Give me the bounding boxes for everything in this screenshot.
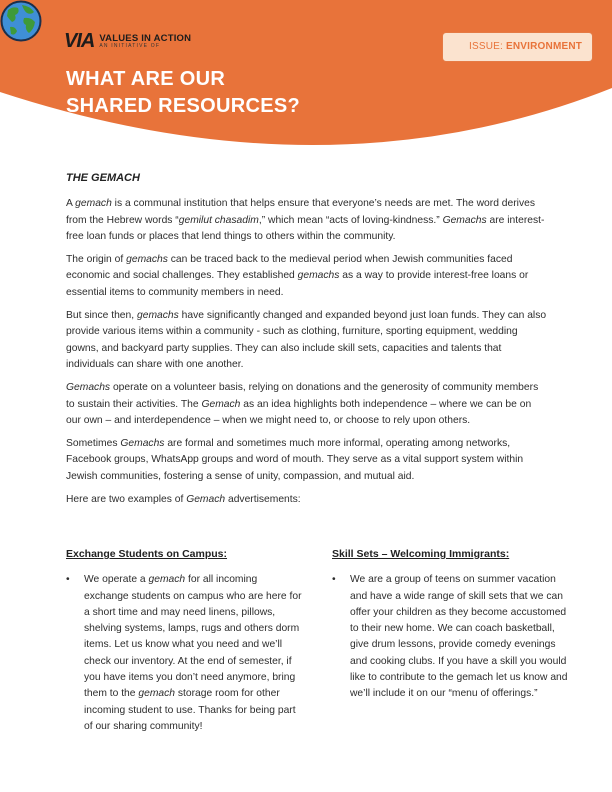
issue-label: ISSUE: bbox=[469, 41, 503, 52]
list-item-text: We operate a gemach for all incoming exchange students on campus who are here for a short time and may need linens, pillows, shelving systems, lamps, rugs and others dorm items. Let us know what you need and we’ll check our inventory. At the end of semester, if you have items you don’t need anymore, bring them to the gemach storage room for other incoming student to use. Thanks for being part of our sharing community! bbox=[84, 574, 302, 732]
paragraph: Gemachs operate on a volunteer basis, relying on donations and the generosity of community members to sustain their activities. The Gemach as an idea highlights both independence – where we can be on our own – and interdependence – when we might need to, or choose to rely upon others. bbox=[66, 382, 539, 426]
paragraph: But since then, gemachs have significantly changed and expanded beyond just loan funds. They can also provide various items within a community - such as clothing, furniture, sporting equipment, wedding gowns, and backyard party supplies. They can also include skill sets, capacities and talents that individuals can share with one another. bbox=[66, 310, 547, 370]
paragraph: Here are two examples of Gemach advertisements: bbox=[66, 494, 301, 506]
via-logo bbox=[64, 30, 191, 53]
column-heading: Exchange Students on Campus: bbox=[66, 548, 228, 560]
title-line-1: WHAT ARE OUR bbox=[66, 68, 226, 90]
example-exchange-students bbox=[66, 546, 302, 735]
list-item bbox=[332, 572, 568, 702]
list-item-text: We are a group of teens on summer vacation and have a wide range of skill sets that we can offer your children as they become accustomed to their new home. We can coach basketball, give drum lessons, provide comedy evenings and cooking clubs. If you have a skill you would like to contribute to the gemach let us know and we’ll include it on our “menu of offerings.” bbox=[350, 574, 568, 700]
section-title: THE GEMACH bbox=[66, 172, 140, 184]
list-item bbox=[66, 572, 302, 735]
paragraph: The origin of gemachs can be traced back to the medieval period when Jewish communities faced economic and social challenges. They established gemachs as a way to provide interest-free loans or essential items to community members in need. bbox=[66, 254, 529, 298]
paragraph: Sometimes Gemachs are formal and sometimes much more informal, operating among networks, Facebook groups, WhatsApp groups and word of mouth. They serve as a vital support system within Jewish communities, fostering a sense of unity, compassion, and mutual aid. bbox=[66, 438, 524, 482]
header-banner bbox=[0, 0, 612, 170]
page-title bbox=[66, 66, 300, 120]
paragraph: A gemach is a communal institution that helps ensure that everyone’s needs are met. The word derives from the Hebrew words “gemilut chasadim,” which mean “acts of loving-kindness.” Gemachs are interest-free loan funds or places that lend things to others within the community. bbox=[66, 198, 545, 242]
logo-name: VALUES IN ACTION bbox=[99, 32, 192, 44]
title-line-2: SHARED RESOURCES? bbox=[66, 95, 301, 117]
issue-badge bbox=[442, 32, 593, 62]
example-skill-sets bbox=[332, 546, 568, 703]
column-heading: Skill Sets – Welcoming Immigrants: bbox=[332, 548, 510, 560]
logo-mark: VIA bbox=[64, 30, 95, 52]
main-content bbox=[66, 170, 548, 515]
bullet-icon: • bbox=[66, 574, 70, 586]
issue-value: ENVIRONMENT bbox=[505, 41, 583, 52]
logo-subtitle: AN INITIATIVE OF bbox=[99, 43, 161, 50]
globe-icon bbox=[0, 0, 42, 42]
bullet-icon: • bbox=[332, 574, 336, 586]
